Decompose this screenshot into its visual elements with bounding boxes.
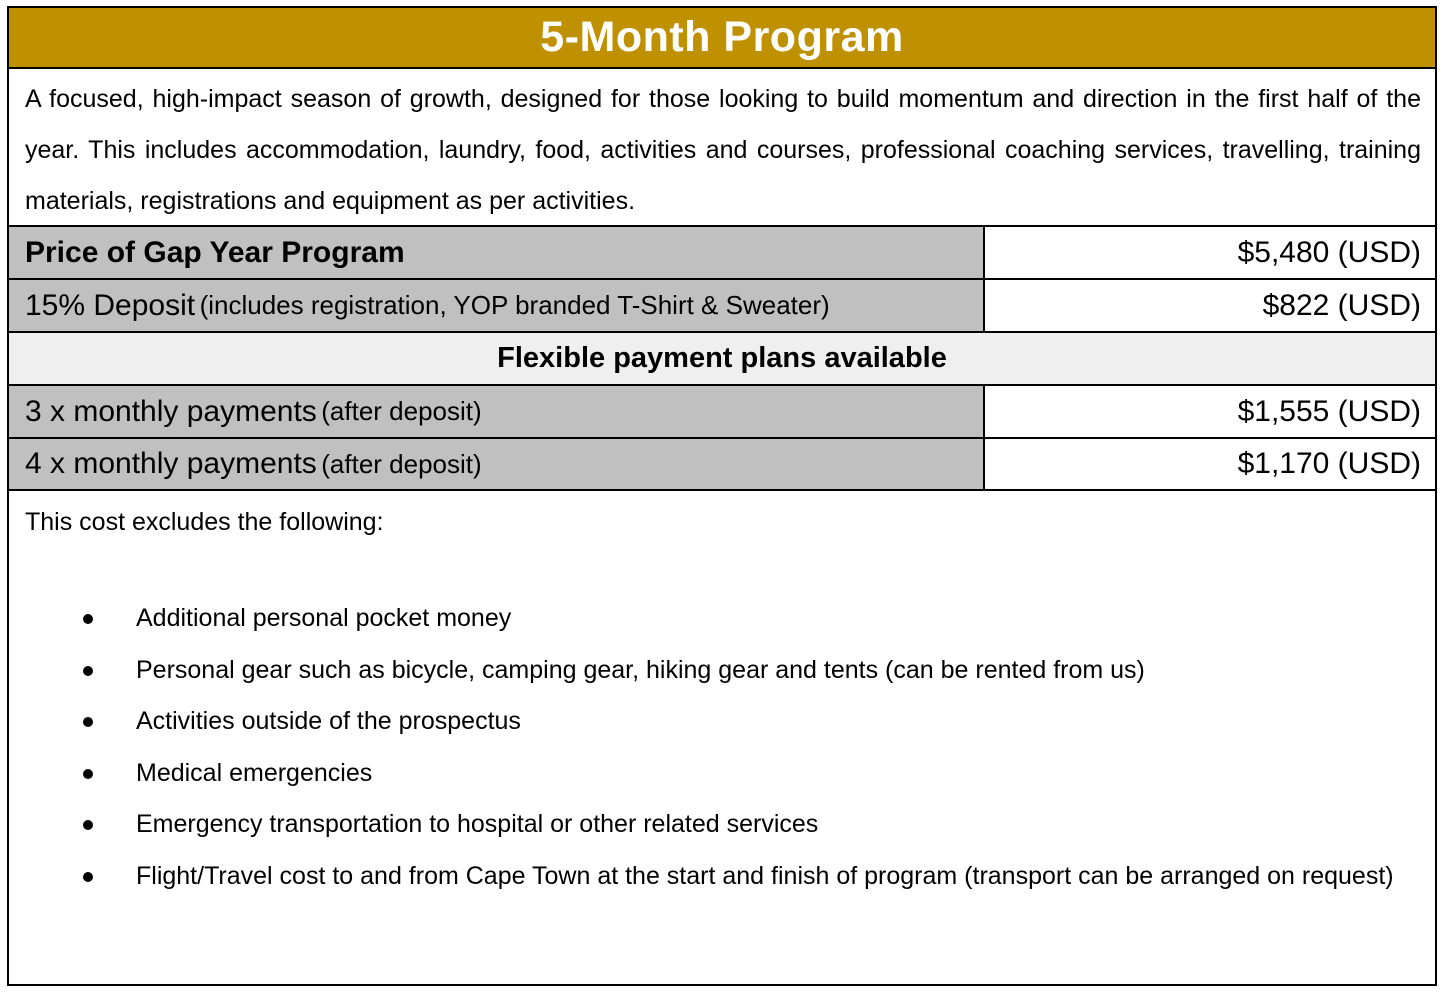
- exclusion-text: Activities outside of the prospectus: [136, 707, 521, 735]
- deposit-label: 15% Deposit: [25, 288, 196, 322]
- deposit-label-cell: [9, 280, 985, 331]
- price-row: [9, 225, 1435, 278]
- price-label-cell: [9, 227, 985, 278]
- payment-plan-note: (after deposit): [321, 448, 482, 479]
- price-label: Price of Gap Year Program: [25, 235, 405, 269]
- list-item: [9, 645, 1435, 697]
- bullet-icon: [83, 666, 93, 676]
- payment-plan-value: $1,555 (USD): [1237, 394, 1421, 428]
- payment-plan-row: [9, 384, 1435, 437]
- exclusions-list: [9, 593, 1435, 902]
- payment-plan-label: 3 x monthly payments: [25, 394, 317, 428]
- payment-plan-label: 4 x monthly payments: [25, 447, 317, 480]
- bullet-icon: [83, 717, 93, 727]
- title-bar: [9, 8, 1435, 69]
- list-item: [9, 696, 1435, 748]
- exclusion-text: Emergency transportation to hospital or other related services: [136, 810, 819, 838]
- program-description: A focused, high-impact season of growth, designed for those looking to build momentum and direction in the first half of the year. This includes accommodation, laundry, food, activities and courses, professional coaching services, travelling, training materials, registrations and equipment as per activities.: [25, 85, 1421, 215]
- payment-plan-value: $1,170 (USD): [1237, 447, 1421, 480]
- exclusion-text: Flight/Travel cost to and from Cape Town at the start and finish of program (transport can be arranged on request): [136, 861, 1394, 890]
- deposit-row: [9, 278, 1435, 331]
- payment-plan-row: [9, 437, 1435, 491]
- exclusion-text: Medical emergencies: [136, 758, 373, 787]
- program-title: 5-Month Program: [540, 13, 904, 61]
- exclusion-text: Additional personal pocket money: [136, 604, 512, 632]
- bullet-icon: [83, 872, 93, 882]
- list-item: [9, 748, 1435, 800]
- flexible-payment-heading: Flexible payment plans available: [497, 342, 947, 374]
- flexible-payment-row: [9, 331, 1435, 384]
- deposit-value: $822 (USD): [1262, 288, 1421, 322]
- bullet-icon: [83, 769, 93, 779]
- payment-plan-label-cell: [9, 386, 985, 437]
- bullet-icon: [83, 614, 93, 624]
- list-item: [9, 593, 1435, 645]
- program-card: [7, 6, 1437, 986]
- exclusion-text: Personal gear such as bicycle, camping gear, hiking gear and tents (can be rented from us): [136, 655, 1145, 684]
- deposit-note: (includes registration, YOP branded T-Shirt & Sweater): [199, 290, 830, 320]
- price-value: $5,480 (USD): [1237, 235, 1421, 269]
- payment-plan-note: (after deposit): [321, 396, 482, 426]
- list-item: [9, 851, 1435, 903]
- exclusions-heading: This cost excludes the following:: [25, 508, 384, 536]
- bullet-icon: [83, 820, 93, 830]
- list-item: [9, 799, 1435, 851]
- payment-plan-label-cell: [9, 439, 985, 489]
